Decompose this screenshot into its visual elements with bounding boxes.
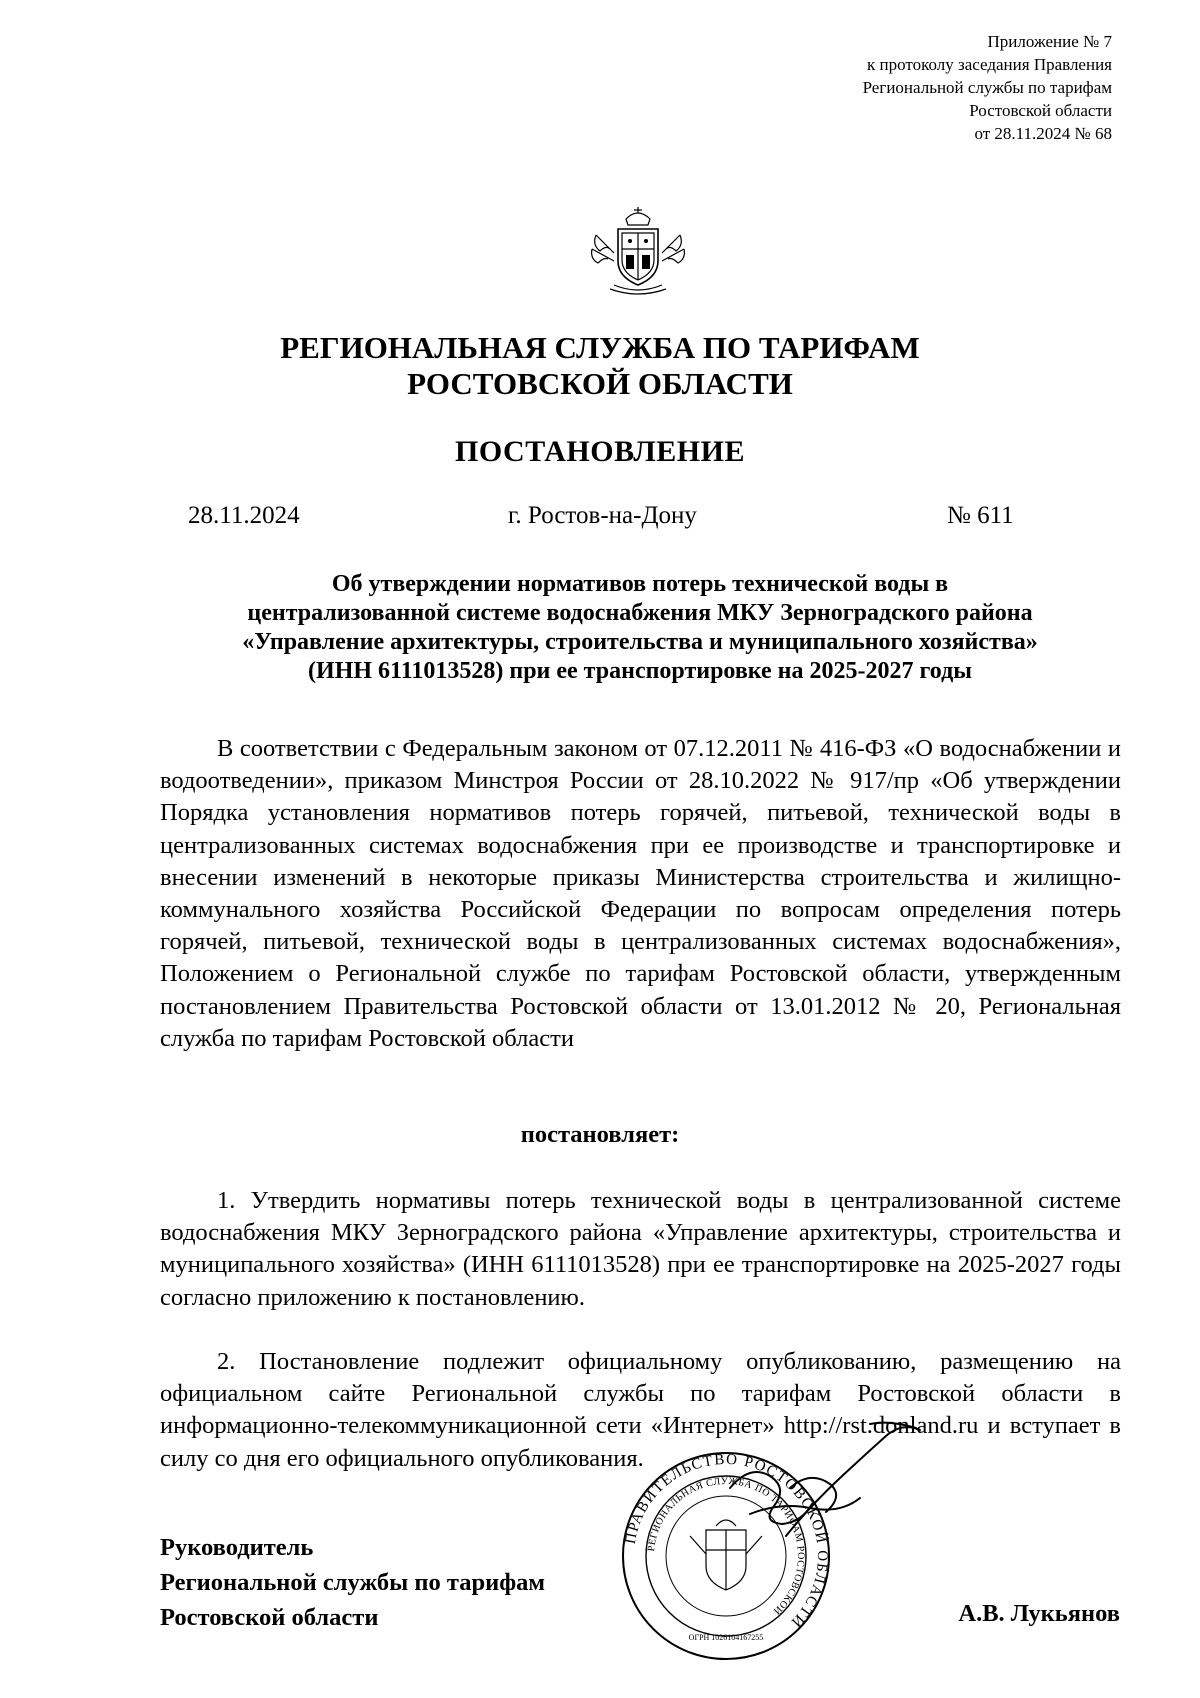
stamp-outer-text: ПРАВИТЕЛЬСТВО РОСТОВСКОЙ ОБЛАСТИ bbox=[622, 1451, 831, 1631]
preamble-text: В соответствии с Федеральным законом от 07.12.2011 № 416-ФЗ «О водоснабжении и водоотведении», приказом Минстроя России от 28.10.2022 № 917/пр «Об утверждении Порядка установления нормативов потерь горячей, питьевой, технической воды в централизованных системах водоснабжения при ее производстве и транспортировке и внесении изменений в некоторые приказы Министерства строительства и жилищно-коммунального хозяйства Российской Федерации по вопросам определения потерь горячей, питьевой, технической воды в централизованных системах водоснабжения», Положением о Региональной службе по тарифам Ростовской области, утвержденным постановлением Правительства Ростовской области от 13.01.2012 № 20, Региональная служба по тарифам Ростовской области bbox=[160, 735, 1121, 1052]
signatory-name: А.В. Лукьянов bbox=[958, 1600, 1120, 1627]
signatory-title-line: Региональной службы по тарифам bbox=[160, 1569, 546, 1596]
subject-line: (ИНН 6111013528) при ее транспортировке на 2025-2027 годы bbox=[308, 658, 972, 684]
decree-item-1 bbox=[160, 1185, 1121, 1314]
document-city: г. Ростов-на-Дону bbox=[508, 502, 697, 529]
signatory-title bbox=[160, 1530, 545, 1635]
decree-word: постановляет: bbox=[520, 1121, 680, 1148]
document-type: ПОСТАНОВЛЕНИЕ bbox=[455, 435, 745, 468]
stamp-inner-text: РЕГИОНАЛЬНАЯ СЛУЖБА ПО ТАРИФАМ РОСТОВСКОЙ bbox=[646, 1475, 807, 1617]
signatory-title-line: Руководитель bbox=[160, 1534, 314, 1561]
decree-item-text: 2. Постановление подлежит официальному опубликованию, размещению на официальном сайте Региональной службы по тарифам Ростовской области в информационно-телекоммуникационной сети «Интернет» http://rst.donland.ru и вступает в силу со дня его официального опубликования. bbox=[160, 1348, 1121, 1472]
handwritten-signature-icon bbox=[690, 1418, 930, 1588]
appendix-note bbox=[692, 30, 1112, 145]
organization-line: РОСТОВСКОЙ ОБЛАСТИ bbox=[407, 366, 793, 401]
decree-item-text: 1. Утвердить нормативы потерь технической воды в централизованной системе водоснабжения МКУ Зерноградского района «Управление архитектуры, строительства и муниципального хозяйства» (ИНН 6111013528) при ее транспортировке на 2025-2027 годы согласно приложению к постановлению. bbox=[160, 1187, 1121, 1311]
organization-line: РЕГИОНАЛЬНАЯ СЛУЖБА ПО ТАРИФАМ bbox=[280, 330, 920, 365]
document-subject bbox=[160, 570, 1120, 686]
stamp-id-text: ОГРН 1026104167255 bbox=[688, 1633, 764, 1642]
subject-line: «Управление архитектуры, строительства и муниципального хозяйства» bbox=[242, 629, 1038, 655]
preamble-paragraph bbox=[160, 733, 1121, 1055]
appendix-line: Ростовской области bbox=[969, 101, 1112, 120]
signatory-title-line: Ростовской области bbox=[160, 1604, 379, 1631]
appendix-line: Приложение № 7 bbox=[987, 32, 1112, 51]
appendix-line: от 28.11.2024 № 68 bbox=[974, 124, 1112, 143]
organization-name bbox=[0, 330, 1200, 402]
appendix-line: Региональной службы по тарифам bbox=[862, 78, 1112, 97]
subject-line: Об утверждении нормативов потерь технической воды в bbox=[331, 571, 949, 597]
document-number: № 611 bbox=[947, 502, 1014, 529]
appendix-line: к протоколу заседания Правления bbox=[867, 55, 1112, 74]
document-date: 28.11.2024 bbox=[188, 502, 300, 529]
subject-line: централизованной системе водоснабжения МКУ Зерноградского района bbox=[247, 600, 1033, 626]
coat-of-arms-icon bbox=[588, 205, 688, 301]
